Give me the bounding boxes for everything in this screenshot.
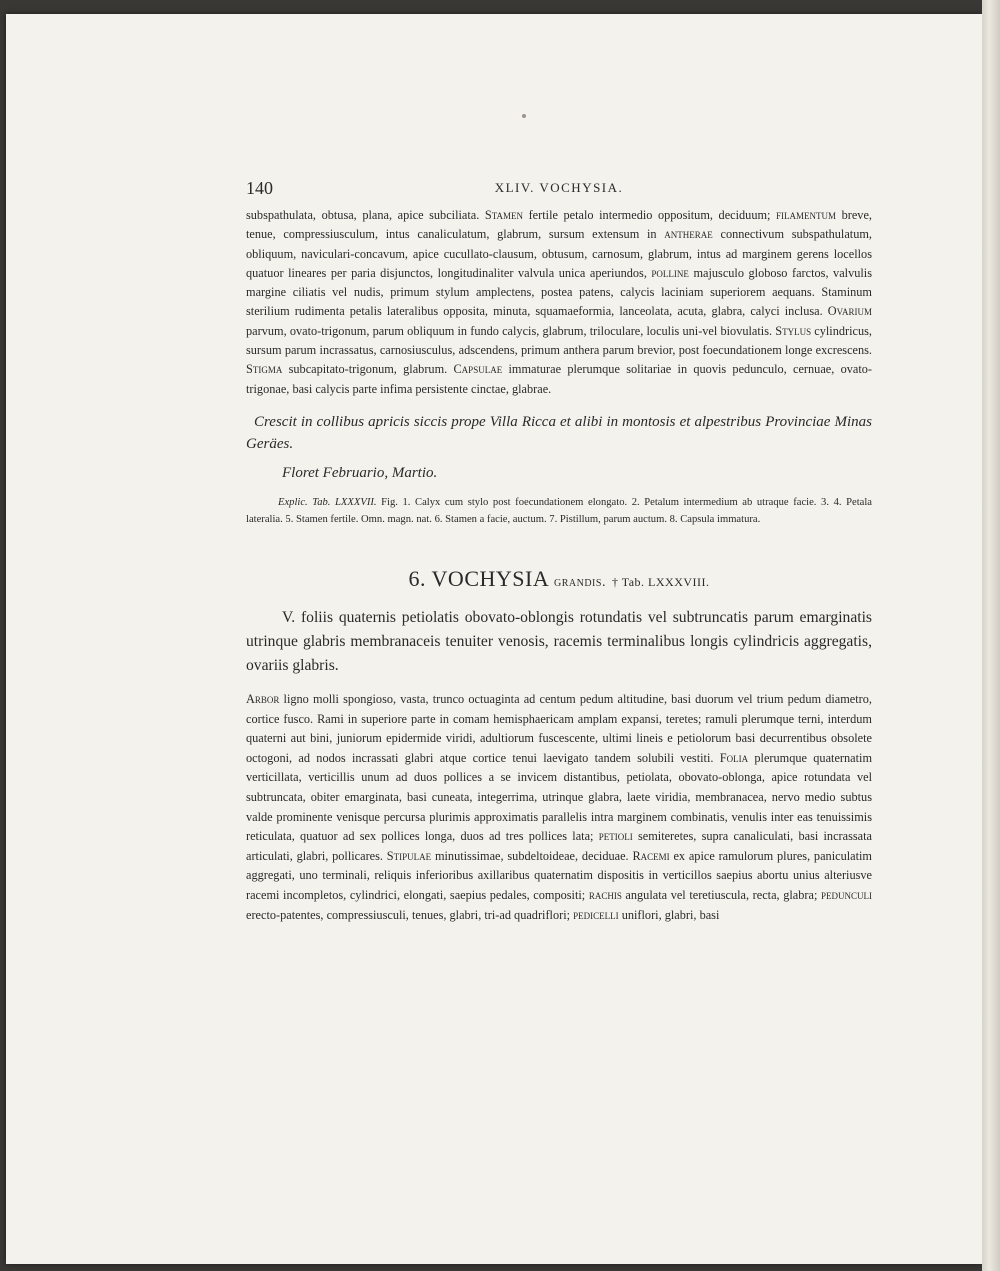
text-run: minutissimae, subdeltoideae, deciduae. xyxy=(431,848,633,863)
page-number: 140 xyxy=(246,178,273,198)
text-run: breve, tenue, compressiusculum, intus canaliculatum, glabrum, sursum extensum in xyxy=(246,208,872,242)
page-speck xyxy=(522,114,526,118)
text-run: plerumque quaternatim verticillata, verticillis unum ad duos pollices a se invicem distantibus, petiolata, obovato-oblonga, apice rotundata vel subtruncata, obiter emarginata, basi cuneata, integerrima, utrinque glabra, laete viridia, membranacea, nervo medio subtus valde prominente venisque percursa plurimis approximatis parallelis intra marginem combinatis, venulis inter eas tenuissimis reticulata, quatuor ad sex pollices longa, duos ad tres pollices lata; xyxy=(246,750,873,844)
text-run: subcapitato-trigonum, glabrum. xyxy=(282,362,454,377)
small-caps-term: Folia xyxy=(719,750,749,765)
text-run: immaturae plerumque solitariae in quovis pedunculo, cernuae, ovato-trigonae, basi calycis parte infima persistente cinctae, glabrae. xyxy=(246,362,872,396)
text-run: cylindricus, sursum parum incrassatus, carnosiusculus, adscendens, primum anthera parum brevior, post foecundationem longe excrescens. xyxy=(246,323,872,358)
small-caps-term: pedicelli xyxy=(573,907,619,922)
text-run: ex apice ramulorum plures, paniculatim aggregati, uno terminali, reliquis inferioribus axillaribus quaternatim dispositis in verticillos saepius abortu unius alteriusve racemi incompletos, cylindrici, elongati, saepius pedales, compositi; xyxy=(246,848,872,902)
species-number-genus: 6. VOCHYSIA xyxy=(408,565,548,591)
previous-species-description xyxy=(246,206,872,399)
habitat-text: Crescit in collibus apricis siccis prope Villa Ricca et alibi in montosis et alpestribus Provinciae Minas Geräes. xyxy=(246,413,872,452)
text-run: Explic. Tab. LXXXVII. xyxy=(278,496,377,508)
small-caps-term: antherae xyxy=(664,227,713,242)
small-caps-term: Racemi xyxy=(632,848,670,863)
text-run: fertile petalo intermedio oppositum, deciduum; xyxy=(523,208,777,222)
running-title: XLIV. VOCHYSIA. xyxy=(494,180,624,195)
small-caps-term: petioli xyxy=(598,829,633,844)
species-diagnosis: V. foliis quaternis petiolatis obovato-oblongis rotundatis vel subtruncatis parum emarginatis utrinque glabris membranaceis tenuiter venosis, racemis terminalibus longis cylindricis aggregatis, ovariis glabris. xyxy=(246,608,872,674)
text-run: angulata vel teretiuscula, recta, glabra; xyxy=(621,887,821,902)
text-run: uniflori, glabri, basi xyxy=(618,907,720,922)
adjacent-page-edge xyxy=(982,0,1000,1271)
species-heading xyxy=(246,566,872,592)
text-run: semiteretes, supra canaliculati, basi incrassata articulati, glabri, pollicares. xyxy=(246,829,872,863)
page-content xyxy=(246,178,872,925)
species-description xyxy=(246,690,872,925)
running-head xyxy=(246,178,872,206)
plate-explanation xyxy=(246,494,872,528)
small-caps-term: Stigma xyxy=(246,362,283,377)
text-run: majusculo globoso farctos, valvulis margine ciliatis vel nudis, primum stylum amplectens, postea patens, calycis laciniam superiorem aequans. Staminum sterilium rudimenta petalis lateralibus opposita, minuta, squamaeformia, lanceolata, acuta, glabra, calyci inclusa. xyxy=(246,265,872,319)
text-run: subspathulata, obtusa, plana, apice subciliata. xyxy=(246,208,485,222)
species-epithet: grandis. xyxy=(554,574,606,590)
small-caps-term: polline xyxy=(651,265,689,280)
text-run: parvum, ovato-trigonum, parum obliquum in fundo calycis, glabrum, triloculare, loculis uni-vel biovulatis. xyxy=(246,323,776,338)
small-caps-term: Capsulae xyxy=(453,362,503,377)
small-caps-term: Stylus xyxy=(775,323,812,338)
flowering-text: Floret Februario, Martio. xyxy=(282,464,438,481)
small-caps-term: rachis xyxy=(588,887,622,902)
book-page xyxy=(6,14,982,1264)
text-run: Fig. 1. Calyx cum stylo post foecundationem elongato. 2. Petalum intermedium ab utraque facie. 3. 4. Petala lateralia. 5. Stamen fertile. Omn. magn. nat. 6. Stamen a facie, auctum. 7. Pistillum, parum auctum. 8. Capsula immatura. xyxy=(246,496,872,525)
plate-reference: † Tab. LXXXVIII. xyxy=(611,574,710,589)
text-run: connectivum subspathulatum, obliquum, naviculari-concavum, apice cucullato-clausum, obtusum, carnosum, glabrum, intus ad marginem gerens locellos quatuor lineares per paria disjunctos, longitudinaliter valvula unica aperiundos, xyxy=(246,227,872,280)
small-caps-term: pedunculi xyxy=(820,887,872,902)
small-caps-term: filamentum xyxy=(776,208,837,222)
small-caps-term: Stamen xyxy=(484,208,524,222)
small-caps-term: Ovarium xyxy=(827,304,872,319)
text-run: erecto-patentes, compressiusculi, tenues, glabri, tri-ad quadriflori; xyxy=(246,907,574,922)
small-caps-term: Stipulae xyxy=(386,848,432,863)
text-run: ligno molli spongioso, vasta, trunco octuaginta ad centum pedum altitudine, basi duorum vel trium pedum diametro, cortice fusco. Rami in superiore parte in comam hemisphaericam amplam expansi, teretes; ramuli plerumque terni, interdum quaterni aut bini, juniorum epidermide viridi, adultiorum fuscescente, ultimi lineis e petiolorum basi decurrentibus obsolete octogoni, ad nodos incrassati glabri atque cortice tenui laevigato tandem solubili vestiti. xyxy=(246,691,872,765)
small-caps-term: Arbor xyxy=(246,691,280,706)
